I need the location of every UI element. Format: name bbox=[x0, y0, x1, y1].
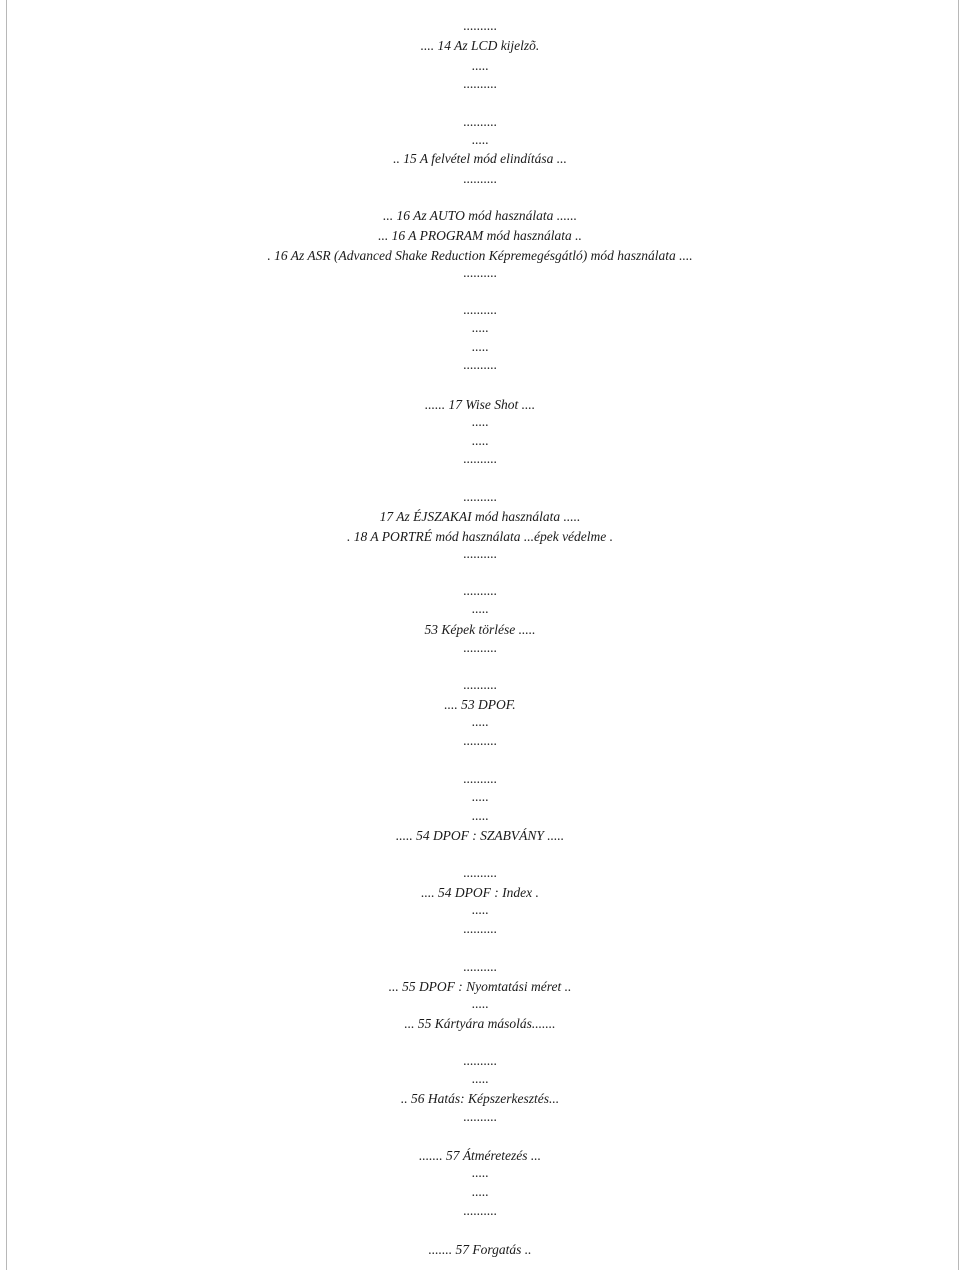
toc-dot-leader: ..... bbox=[471, 1165, 489, 1180]
toc-dot-leader: ..... bbox=[471, 1071, 489, 1086]
toc-dot-leader: ..... bbox=[471, 132, 489, 147]
toc-dot-leader: ..... bbox=[471, 414, 489, 429]
toc-dot-leader: .......... bbox=[463, 171, 497, 186]
toc-entry: .... 53 DPOF. bbox=[444, 697, 516, 712]
toc-entry: .... 54 DPOF : Index . bbox=[421, 885, 539, 900]
toc-entry: 17 Az ÉJSZAKAI mód használata ..... bbox=[379, 509, 581, 524]
toc-dot-leader: ..... bbox=[471, 789, 489, 804]
toc-dot-leader: ..... bbox=[471, 601, 489, 616]
toc-dot-leader: ..... bbox=[471, 714, 489, 729]
toc-dot-leader: ..... bbox=[471, 808, 489, 823]
toc-entry: ..... 54 DPOF : SZABVÁNY ..... bbox=[395, 828, 565, 843]
toc-entry: .. 15 A felvétel mód elindítása ... bbox=[393, 151, 567, 166]
toc-dot-leader: .......... bbox=[463, 1203, 497, 1218]
toc-dot-leader: .......... bbox=[463, 265, 497, 280]
toc-dot-leader: .......... bbox=[463, 677, 497, 692]
toc-entry: ... 16 A PROGRAM mód használata .. bbox=[378, 228, 582, 243]
toc-dot-leader: .......... bbox=[463, 451, 497, 466]
toc-dot-leader: .......... bbox=[463, 302, 497, 317]
toc-dot-leader: .......... bbox=[463, 733, 497, 748]
toc-dot-leader: .......... bbox=[463, 959, 497, 974]
toc-dot-leader: .......... bbox=[463, 546, 497, 561]
toc-dot-leader: .......... bbox=[463, 640, 497, 655]
toc-entry: .... 14 Az LCD kijelzõ. bbox=[420, 38, 540, 53]
toc-dot-leader: ..... bbox=[471, 433, 489, 448]
toc-dot-leader: ..... bbox=[471, 339, 489, 354]
toc-entry: ....... 57 Átméretezés ... bbox=[418, 1148, 542, 1163]
toc-entry: ...... 17 Wise Shot .... bbox=[424, 397, 536, 412]
toc-dot-leader: .......... bbox=[463, 1109, 497, 1124]
toc-dot-leader: ..... bbox=[471, 1184, 489, 1199]
toc-dot-leader: .......... bbox=[463, 114, 497, 129]
toc-entry: 53 Képek törlése ..... bbox=[424, 622, 536, 637]
toc-dot-leader: ..... bbox=[471, 58, 489, 73]
toc-dot-leader: ..... bbox=[471, 996, 489, 1011]
toc-entry: ... 55 DPOF : Nyomtatási méret .. bbox=[388, 979, 572, 994]
toc-dot-leader: .......... bbox=[463, 1053, 497, 1068]
toc-entry: .. 56 Hatás: Képszerkesztés... bbox=[400, 1091, 560, 1106]
toc-entry: . 18 A PORTRÉ mód használata ...épek védelme . bbox=[346, 529, 614, 544]
toc-dot-leader: .......... bbox=[463, 771, 497, 786]
toc-dot-leader: ..... bbox=[471, 902, 489, 917]
toc-entry: ....... 57 Forgatás .. bbox=[428, 1242, 532, 1257]
toc-dot-leader: .......... bbox=[463, 865, 497, 880]
toc-dot-leader: .......... bbox=[463, 18, 497, 33]
toc-dot-leader: .......... bbox=[463, 489, 497, 504]
toc-entry: ... 55 Kártyára másolás....... bbox=[404, 1016, 556, 1031]
toc-entry: . 16 Az ASR (Advanced Shake Reduction Képremegésgátló) mód használata .... bbox=[267, 248, 693, 263]
toc-entry: ... 16 Az AUTO mód használata ...... bbox=[383, 208, 577, 223]
toc-dot-leader: .......... bbox=[463, 357, 497, 372]
toc-dot-leader: .......... bbox=[463, 583, 497, 598]
toc-dot-leader: .......... bbox=[463, 76, 497, 91]
toc-dot-leader: .......... bbox=[463, 921, 497, 936]
toc-dot-leader: ..... bbox=[471, 320, 489, 335]
